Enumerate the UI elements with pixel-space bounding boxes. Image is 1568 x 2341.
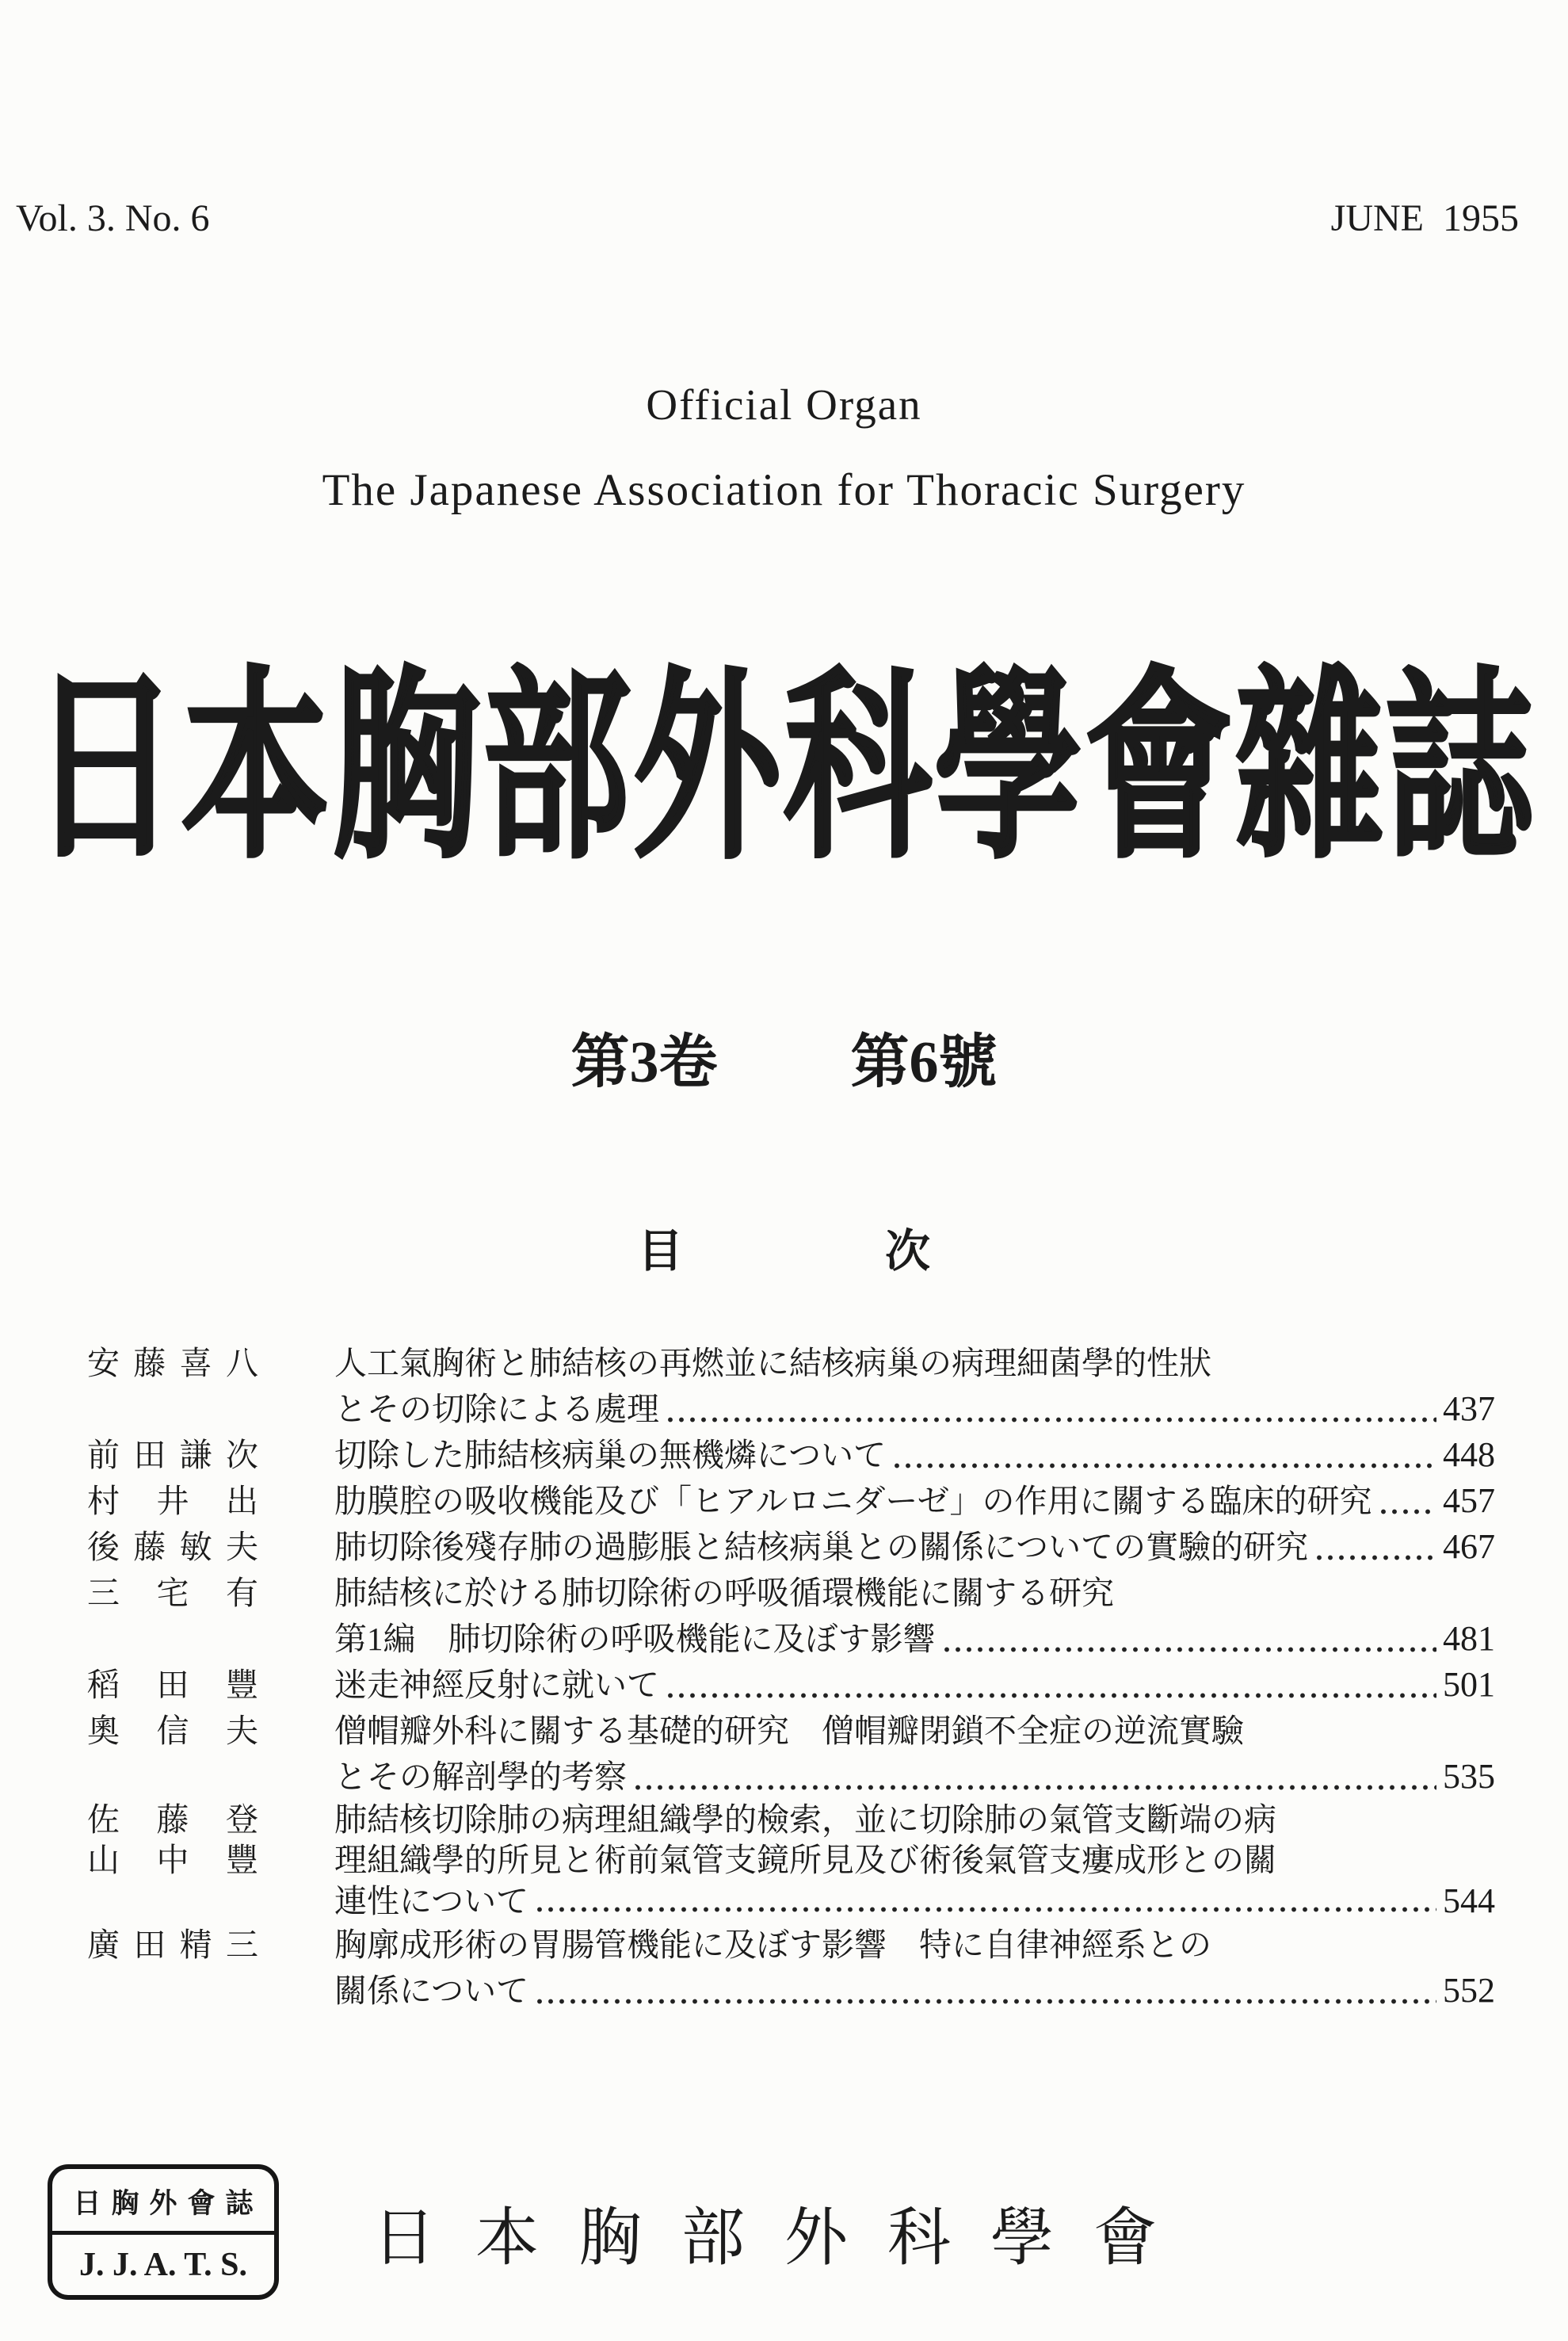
toc-page-number: 535 [1443, 1757, 1495, 1796]
toc-author-name: 佐 藤 登 [87, 1801, 258, 1838]
toc-author-column [87, 1478, 258, 1524]
dotted-leader [1316, 1555, 1436, 1560]
toc-title-line: とその解剖學的考察 [334, 1759, 627, 1795]
toc-heading-right-char: 次 [885, 1227, 930, 1277]
toc-entry [87, 1524, 1495, 1570]
toc-entry [87, 1662, 1495, 1708]
toc-entry [87, 1800, 1495, 1922]
toc-title-line: 迷走神經反射に就いて [334, 1667, 659, 1703]
table-of-contents [87, 1340, 1495, 2014]
toc-title-line: 理組織學的所見と術前氣管支鏡所見及び術後氣管支瘻成形との關 [334, 1842, 1276, 1878]
toc-entry-body [334, 1922, 1495, 2014]
dotted-leader [667, 1417, 1436, 1423]
toc-title-last-line [334, 1478, 1495, 1524]
toc-entry-body [334, 1340, 1495, 1432]
toc-author-column [87, 1432, 258, 1478]
toc-entry-body [334, 1524, 1495, 1570]
toc-title-last-line [334, 1662, 1495, 1708]
toc-page-number: 437 [1443, 1389, 1495, 1428]
toc-title-line: 胸廓成形術の胃腸管機能に及ぼす影響 特に自律神經系との [334, 1927, 1211, 1963]
dotted-leader [944, 1647, 1437, 1652]
toc-title-line: 切除した肺結核病巢の無機燐について [334, 1437, 887, 1473]
toc-entry [87, 1708, 1495, 1800]
toc-entry [87, 1340, 1495, 1432]
toc-entry [87, 1570, 1495, 1662]
toc-author-name: 奧 信 夫 [87, 1713, 258, 1749]
toc-title-line: 連性について [334, 1883, 529, 1919]
number-label-japanese: 第6號 [850, 1030, 998, 1095]
toc-title-last-line [334, 1881, 1495, 1922]
toc-author-name: 稻 田 豐 [87, 1667, 258, 1703]
journal-abbreviation-latin: J. J. A. T. S. [78, 2247, 247, 2283]
toc-entry-body [334, 1432, 1495, 1478]
toc-page-number: 448 [1443, 1435, 1495, 1474]
toc-author-column [87, 1922, 258, 1968]
toc-page-number: 467 [1443, 1527, 1495, 1566]
toc-author-name: 三 宅 有 [87, 1575, 258, 1611]
journal-abbreviation-japanese: 日胸外會誌 [52, 2169, 274, 2235]
toc-title-last-line [334, 1524, 1495, 1570]
masthead-wrap [0, 605, 1568, 883]
association-name-english: The Japanese Association for Thoracic Surgery [322, 465, 1246, 515]
footer [48, 2164, 1568, 2300]
dotted-leader [536, 1907, 1436, 1912]
volume-issue-label: Vol. 3. No. 6 [16, 197, 210, 239]
toc-entry-body [334, 1478, 1495, 1524]
toc-author-column [87, 1340, 258, 1386]
toc-heading [0, 1215, 1568, 1280]
toc-title-line: 人工氣胸術と肺結核の再燃並に結核病巢の病理細菌學的性狀 [334, 1345, 1211, 1381]
toc-title-line: 肺結核に於ける肺切除術の呼吸循環機能に關する研究 [334, 1575, 1114, 1611]
toc-title-line: 肺切除後殘存肺の過膨脹と結核病巢との關係についての實驗的研究 [334, 1529, 1309, 1565]
toc-title-last-line [334, 1432, 1495, 1478]
toc-author-name: 前 田 謙 次 [87, 1437, 258, 1473]
toc-entry-body [334, 1708, 1495, 1800]
toc-title-line: 關係について [334, 1972, 529, 2009]
toc-entry [87, 1922, 1495, 2014]
toc-author-name: 後 藤 敏 夫 [87, 1529, 258, 1565]
toc-title-line: とその切除による處理 [334, 1391, 659, 1427]
toc-title-last-line [334, 1968, 1495, 2014]
toc-page-number: 481 [1443, 1619, 1495, 1658]
toc-title-line: 肋膜腔の吸收機能及び「ヒアルロニダーゼ」の作用に關する臨床的研究 [334, 1483, 1372, 1519]
toc-author-name: 村 井 出 [87, 1483, 258, 1519]
toc-entry-body [334, 1662, 1495, 1708]
toc-title-last-line [334, 1616, 1495, 1662]
toc-title-last-line [334, 1754, 1495, 1800]
journal-abbreviation-box [48, 2164, 279, 2300]
dotted-leader [536, 1999, 1436, 2004]
issue-date-label: JUNE 1955 [1330, 197, 1519, 239]
volume-label-japanese: 第3卷 [570, 1030, 718, 1095]
toc-author-name: 安 藤 喜 八 [87, 1345, 258, 1381]
toc-page-number: 501 [1443, 1665, 1495, 1704]
dotted-leader [635, 1785, 1436, 1790]
toc-author-column [87, 1570, 258, 1616]
toc-title-last-line [334, 1386, 1495, 1432]
dotted-leader [1380, 1509, 1436, 1514]
toc-heading-left-char: 目 [638, 1227, 683, 1277]
journal-title-japanese: 日本胸部外科學會雜誌 [31, 657, 1537, 883]
toc-title-line: 第1編 肺切除術の呼吸機能に及ぼす影響 [334, 1621, 936, 1657]
toc-entry-body [334, 1800, 1495, 1922]
toc-author-column [87, 1708, 258, 1754]
toc-author-column [87, 1800, 258, 1881]
volume-number-line [0, 1015, 1568, 1099]
toc-entry [87, 1432, 1495, 1478]
toc-page-number: 544 [1443, 1881, 1495, 1920]
association-name-japanese: 日本胸部外科學會 [372, 2204, 1196, 2274]
toc-author-column [87, 1662, 258, 1708]
dotted-leader [894, 1463, 1436, 1468]
toc-title-line: 僧帽瓣外科に關する基礎的研究 僧帽瓣閉鎖不全症の逆流實驗 [334, 1713, 1244, 1749]
toc-entry-body [334, 1570, 1495, 1662]
toc-author-name: 山 中 豐 [87, 1842, 258, 1878]
dotted-leader [667, 1693, 1436, 1698]
toc-author-column [87, 1524, 258, 1570]
toc-title-line: 肺結核切除肺の病理組織學的檢索，並に切除肺の氣管支斷端の病 [334, 1801, 1276, 1838]
official-organ-line: Official Organ [646, 380, 922, 429]
toc-page-number: 552 [1443, 1971, 1495, 2010]
toc-author-name: 廣 田 精 三 [87, 1927, 258, 1963]
toc-entry [87, 1478, 1495, 1524]
header-row [0, 0, 1568, 240]
toc-page-number: 457 [1443, 1481, 1495, 1520]
official-organ-block [0, 380, 1568, 516]
